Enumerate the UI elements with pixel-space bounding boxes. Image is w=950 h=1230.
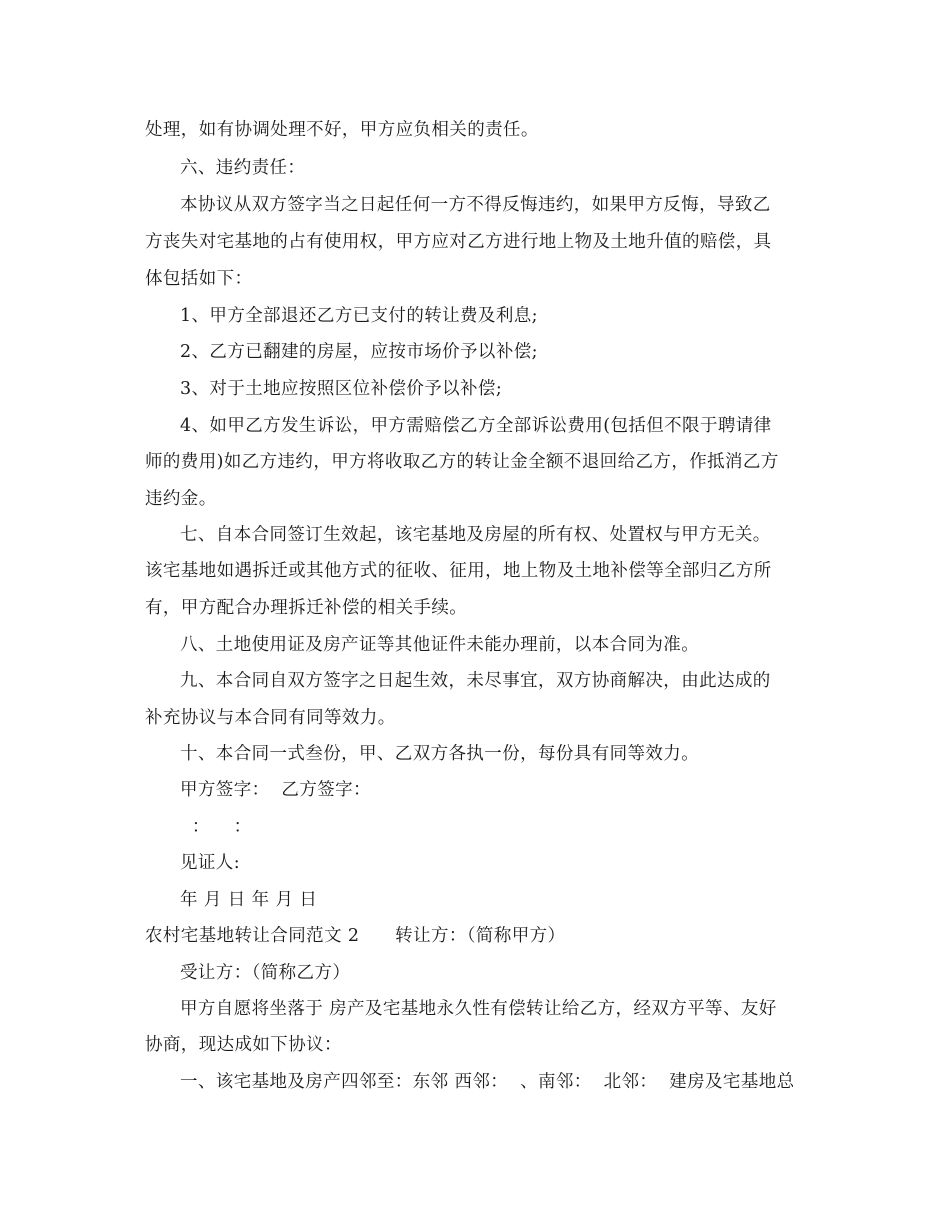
witness-line: 见证人:	[180, 853, 240, 873]
text-line: 协商，现达成如下协议：	[145, 1035, 342, 1055]
section-heading: 一、该宅基地及房产四邻至：东邻 西邻： 、南邻： 北邻： 建房及宅基地总	[180, 1072, 795, 1092]
text-line: 有，甲方配合办理拆迁补偿的相关手续。	[145, 598, 468, 618]
text-line: 受让方：（简称乙方）	[180, 963, 351, 983]
text-line: 师的费用)如乙方违约，甲方将收取乙方的转让金全额不退回给乙方，作抵消乙方	[145, 452, 779, 472]
text-line: 方丧失对宅基地的占有使用权，甲方应对乙方进行地上物及土地升值的赔偿，具	[145, 232, 772, 252]
document-title: 农村宅基地转让合同范文 2 转让方：（简称甲方）	[145, 926, 566, 946]
list-item: 1、甲方全部退还乙方已支付的转让费及利息;	[180, 306, 538, 326]
text-line: 处理，如有协调处理不好，甲方应负相关的责任。	[145, 120, 539, 140]
text-line: 甲方自愿将坐落于 房产及宅基地永久性有偿转让给乙方，经双方平等、友好	[180, 999, 777, 1019]
section-heading: 八、土地使用证及房产证等其他证件未能办理前，以本合同为准。	[180, 635, 700, 655]
signature-blank: ： ：	[180, 817, 252, 837]
text-line: 该宅基地如遇拆迁或其他方式的征收、征用，地上物及土地补偿等全部归乙方所	[145, 561, 772, 581]
date-line: 年 月 日 年 月 日	[180, 890, 318, 910]
text-line: 违约金。	[145, 489, 217, 509]
text-line: 本协议从双方签字当之日起任何一方不得反悔违约，如果甲方反悔，导致乙	[180, 195, 771, 215]
section-heading: 十、本合同一式叁份，甲、乙双方各执一份，每份具有同等效力。	[180, 744, 700, 764]
list-item: 2、乙方已翻建的房屋，应按市场价予以补偿;	[180, 342, 538, 362]
section-heading: 六、违约责任：	[180, 158, 306, 178]
text-line: 补充协议与本合同有同等效力。	[145, 708, 396, 728]
list-item: 3、对于土地应按照区位补偿价予以补偿;	[180, 379, 503, 399]
section-heading: 七、自本合同签订生效起，该宅基地及房屋的所有权、处置权与甲方无关。	[180, 525, 771, 545]
section-heading: 九、本合同自双方签字之日起生效，未尽事宜，双方协商解决，由此达成的	[180, 671, 771, 691]
list-item: 4、如甲乙方发生诉讼，甲方需赔偿乙方全部诉讼费用(包括但不限于聘请律	[180, 416, 772, 436]
text-line: 体包括如下：	[145, 269, 253, 289]
signature-line: 甲方签字： 乙方签字：	[180, 780, 371, 800]
